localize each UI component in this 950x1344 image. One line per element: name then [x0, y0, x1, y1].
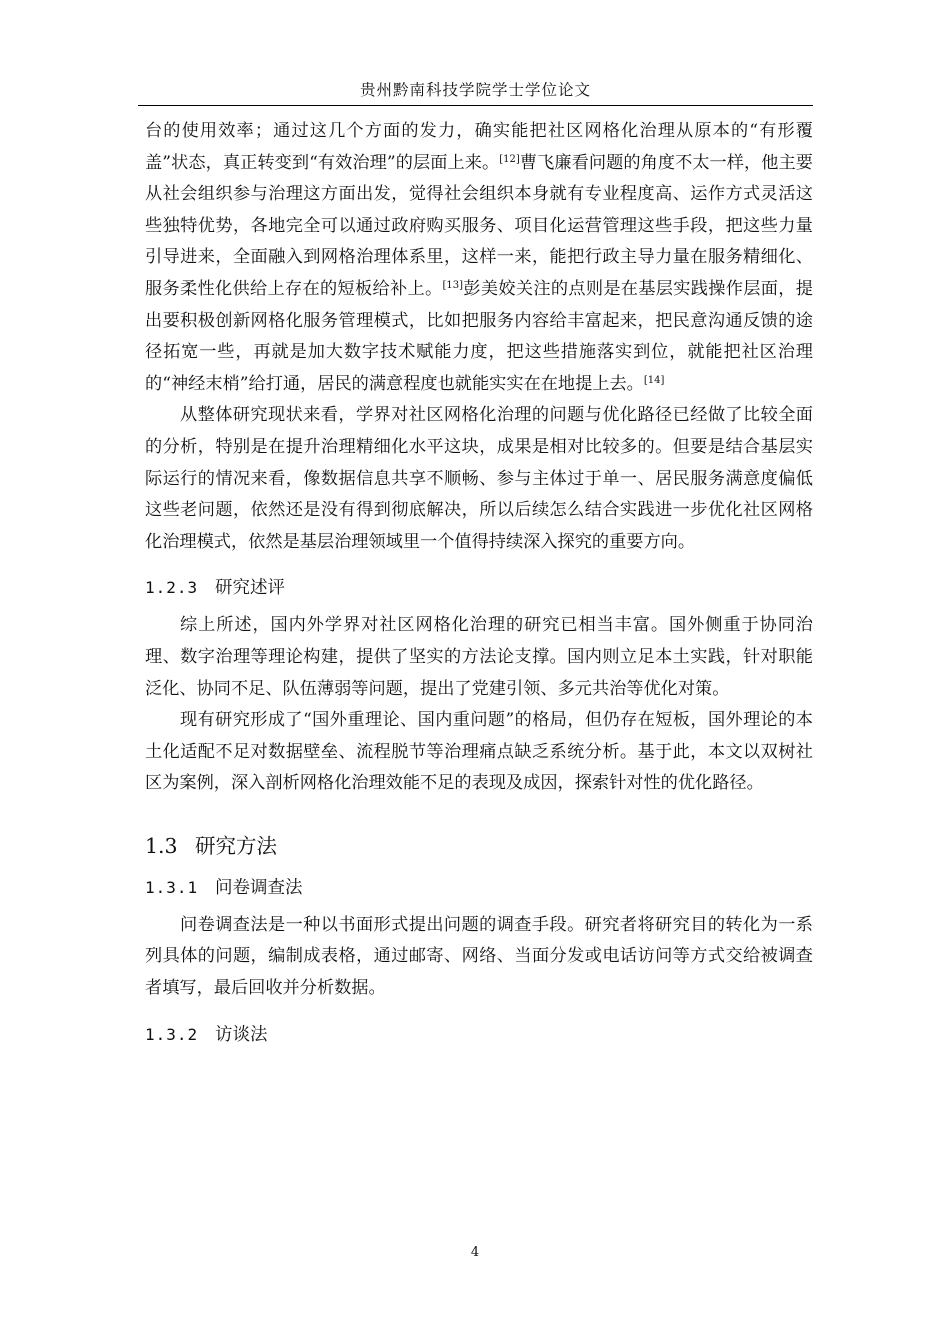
paragraph-questionnaire-method: 问卷调查法是一种以书面形式提出问题的调查手段。研究者将研究目的转化为一系列具体的问题，编制成表格，通过邮寄、网络、当面分发或电话访问等方式交给被调查者填写，最后回收并分析数据。	[145, 914, 813, 999]
running-header: 贵州黔南科技学院学士学位论文	[138, 78, 813, 106]
section-title: 研究方法	[195, 833, 277, 858]
section-title: 问卷调查法	[215, 877, 303, 898]
paragraph-text: 曹飞廉看问题的角度不太一样，他主要从社会组织参与治理这方面出发，觉得社会组织本身就有专业程度高、运作方式灵活这些独特优势，各地完全可以通过政府购买服务、项目化运营管理这些手段，把这些力量引导进来，全面融入到网格治理体系里，这样一来，能把行政主导力量在服务精细化、服务柔性化供给上存在的短板给补上。	[145, 152, 813, 299]
page-body	[145, 116, 813, 1051]
section-heading-1-3	[145, 828, 813, 864]
citation-ref: [14]	[643, 374, 665, 386]
section-heading-1-3-2	[145, 1019, 813, 1051]
paragraph-research-status: 从整体研究现状来看，学界对社区网格化治理的问题与优化路径已经做了比较全面的分析，特别是在提升治理精细化水平这块，成果是相对比较多的。但要是结合基层实际运行的情况来看，像数据信息共享不顺畅、参与主体过于单一、居民服务满意度偏低这些老问题，依然还是没有得到彻底解决，所以后续怎么结合实践进一步优化社区网格化治理模式，依然是基层治理领域里一个值得持续深入探究的重要方向。	[145, 405, 813, 552]
citation-ref: [13]	[442, 279, 464, 291]
section-heading-1-3-1	[145, 872, 813, 904]
section-number: 1.3.1	[145, 877, 199, 897]
citation-ref: [12]	[499, 153, 520, 165]
paragraph-review-gap: 现有研究形成了“国外重理论、国内重问题”的格局，但仍存在短板，国外理论的本土化适配不足对数据壁垒、流程脱节等治理痛点缺乏系统分析。基于此，本文以双树社区为案例，深入剖析网格化治理效能不足的表现及成因，探索针对性的优化路径。	[145, 710, 813, 794]
paragraph-text: 彭美姣关注的点则是在基层实践操作层面，提出要积极创新网格化服务管理模式，比如把服务内容给丰富起来，把民意沟通反馈的途径拓宽一些，再就是加大数字技术赋能力度，把这些措施落实到位，就能把社区治理的“神经末梢”给打通，居民的满意程度也就能实实在在地提上去。	[145, 278, 813, 394]
section-title: 研究述评	[215, 578, 285, 599]
page-number: 4	[470, 1245, 480, 1260]
section-number: 1.3	[145, 833, 178, 858]
section-number: 1.3.2	[145, 1024, 199, 1044]
section-number: 1.2.3	[145, 578, 199, 598]
paragraph-review-summary: 综上所述，国内外学界对社区网格化治理的研究已相当丰富。国外侧重于协同治理、数字治理等理论构建，提供了坚实的方法论支撑。国内则立足本土实践，针对职能泛化、协同不足、队伍薄弱等问题，提出了党建引领、多元共治等优化对策。	[145, 615, 813, 699]
paragraph-text: 台的使用效率；通过这几个方面的发力，确实能把社区网格化治理从原本的“有形覆盖”状态，真正转变到“有效治理”的层面上来。	[145, 121, 813, 173]
paragraph-literature-review-continued	[145, 116, 813, 400]
section-title: 访谈法	[215, 1024, 268, 1045]
section-heading-1-2-3	[145, 572, 813, 604]
